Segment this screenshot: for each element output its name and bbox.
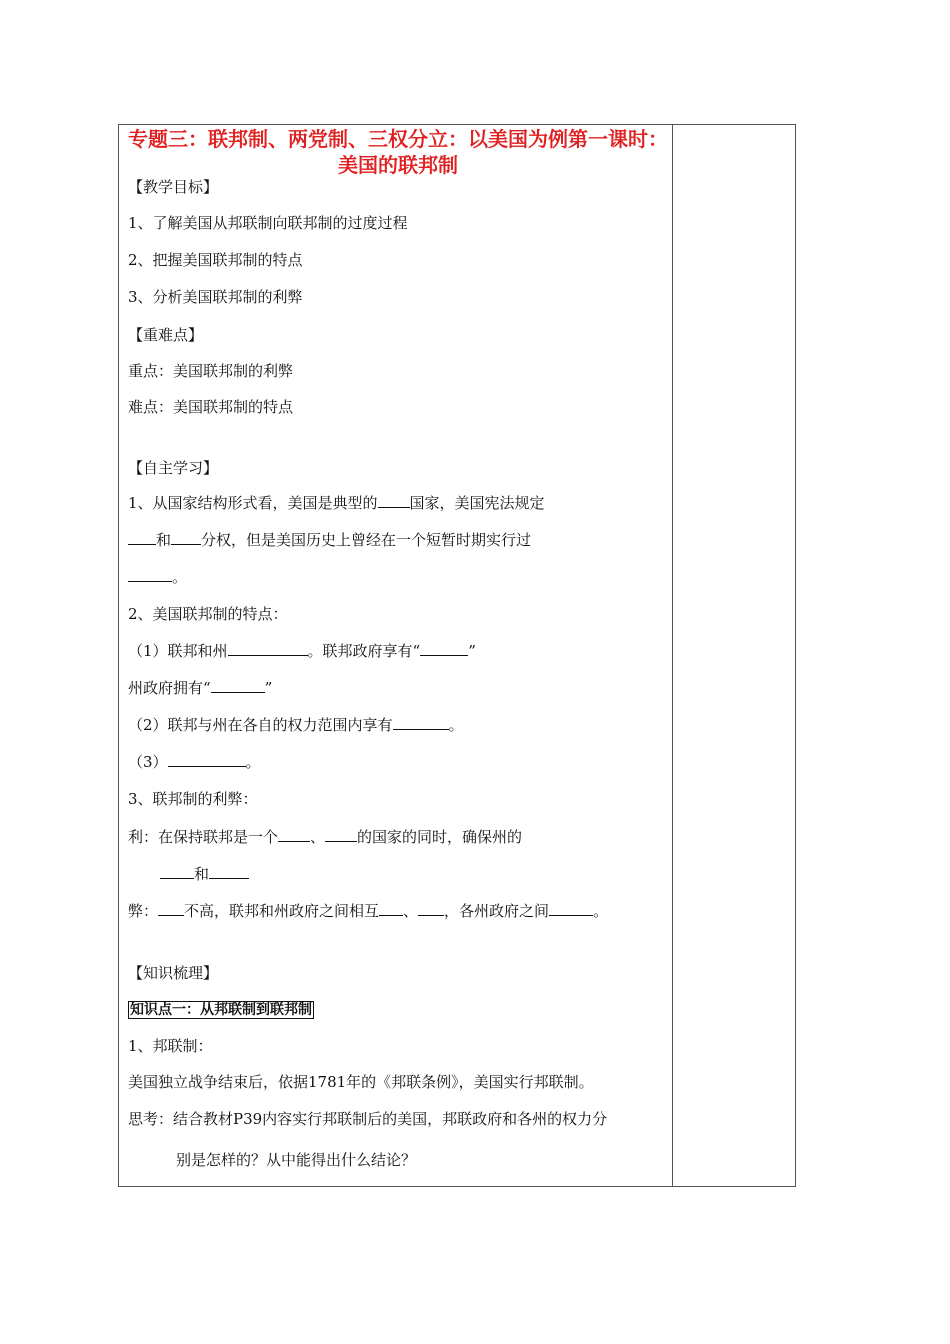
fill-blank[interactable]: [549, 901, 593, 916]
q2-text: （2）联邦与州在各自的权力范围内享有: [128, 716, 393, 734]
goal-item: 3、分析美国联邦制的利弊: [128, 288, 303, 306]
goals-heading: 【教学目标】: [128, 178, 219, 196]
question-2-2: [128, 715, 464, 735]
q1-text: 和: [156, 531, 172, 549]
pros-text: 和: [194, 865, 210, 883]
question-2-1-cont: [128, 678, 272, 698]
pros-line-2: [160, 864, 249, 884]
q2-text: （1）联邦和州: [128, 642, 228, 660]
pros-text: 、: [310, 828, 326, 846]
difficulty-heading: 【重难点】: [128, 326, 204, 344]
key-point: 重点：美国联邦制的利弊: [128, 362, 294, 380]
cons-text: ，各州政府之间: [444, 902, 550, 920]
cons-text: 。: [593, 902, 609, 920]
fill-blank[interactable]: [128, 530, 156, 545]
question-1-line-3: [128, 567, 187, 587]
question-1-line-1: [128, 493, 545, 513]
goal-item: 2、把握美国联邦制的特点: [128, 251, 303, 269]
knowledge-heading: 【知识梳理】: [128, 964, 219, 982]
knowledge-point-title: 知识点一：从邦联制到联邦制: [130, 1002, 312, 1018]
question-1-line-2: [128, 530, 531, 550]
fill-blank[interactable]: [379, 901, 403, 916]
think-question: 思考：结合教材P39内容实行邦联制后的美国，邦联政府和各州的权力分: [128, 1110, 608, 1128]
fill-blank[interactable]: [211, 678, 265, 693]
lesson-content: [128, 124, 668, 1169]
fill-blank[interactable]: [168, 752, 246, 767]
fill-blank[interactable]: [228, 641, 308, 656]
fill-blank[interactable]: [128, 567, 172, 582]
fill-blank[interactable]: [393, 715, 449, 730]
fill-blank[interactable]: [420, 641, 468, 656]
fill-blank[interactable]: [418, 901, 444, 916]
cons-text: 、: [403, 902, 419, 920]
q2-text: 州政府拥有“: [128, 679, 211, 697]
q2-text: 。: [245, 753, 261, 771]
cons-line: [128, 901, 608, 921]
q1-text: 分权，但是美国历史上曾经在一个短暂时期实行过: [201, 531, 532, 549]
column-divider: [672, 124, 673, 1187]
goal-item: 1、了解美国从邦联制向联邦制的过度过程: [128, 214, 408, 232]
knowledge-point-1: [128, 999, 314, 1020]
fill-blank[interactable]: [171, 530, 201, 545]
q2-text: 。联邦政府享有“: [307, 642, 421, 660]
fill-blank[interactable]: [278, 827, 310, 842]
hard-point: 难点：美国联邦制的特点: [128, 398, 294, 416]
q2-text: ”: [468, 642, 476, 660]
fill-blank[interactable]: [209, 864, 249, 879]
q2-text: （3）: [128, 753, 168, 771]
q2-text: 。: [448, 716, 464, 734]
fill-blank[interactable]: [160, 864, 194, 879]
fill-blank[interactable]: [325, 827, 357, 842]
question-2-3: [128, 752, 261, 772]
q1-text: 国家，美国宪法规定: [409, 494, 545, 512]
q1-text: 1、从国家结构形式看，美国是典型的: [128, 494, 378, 512]
q1-text: 。: [172, 568, 188, 586]
question-2: 2、美国联邦制的特点：: [128, 605, 288, 623]
pros-line: [128, 827, 522, 847]
cons-text: 不高，联邦和州政府之间相互: [184, 902, 380, 920]
self-study-heading: 【自主学习】: [128, 459, 219, 477]
subheading-confederation: 1、邦联制：: [128, 1037, 213, 1055]
pros-text: 的国家的同时，确保州的: [357, 828, 523, 846]
confederation-text: 美国独立战争结束后，依据1781年的《邦联条例》，美国实行邦联制。: [128, 1073, 594, 1091]
fill-blank[interactable]: [158, 901, 184, 916]
think-question-cont: 别是怎样的？从中能得出什么结论？: [176, 1151, 417, 1169]
fill-blank[interactable]: [378, 493, 410, 508]
question-2-1: [128, 641, 476, 661]
page-title: 专题三：联邦制、两党制、三权分立：以美国为例第一课时：美国的联邦制: [128, 127, 668, 177]
question-3: 3、联邦制的利弊：: [128, 790, 258, 808]
q2-text: ”: [264, 679, 273, 697]
pros-text: 利：在保持联邦是一个: [128, 828, 279, 846]
cons-text: 弊：: [128, 902, 159, 920]
